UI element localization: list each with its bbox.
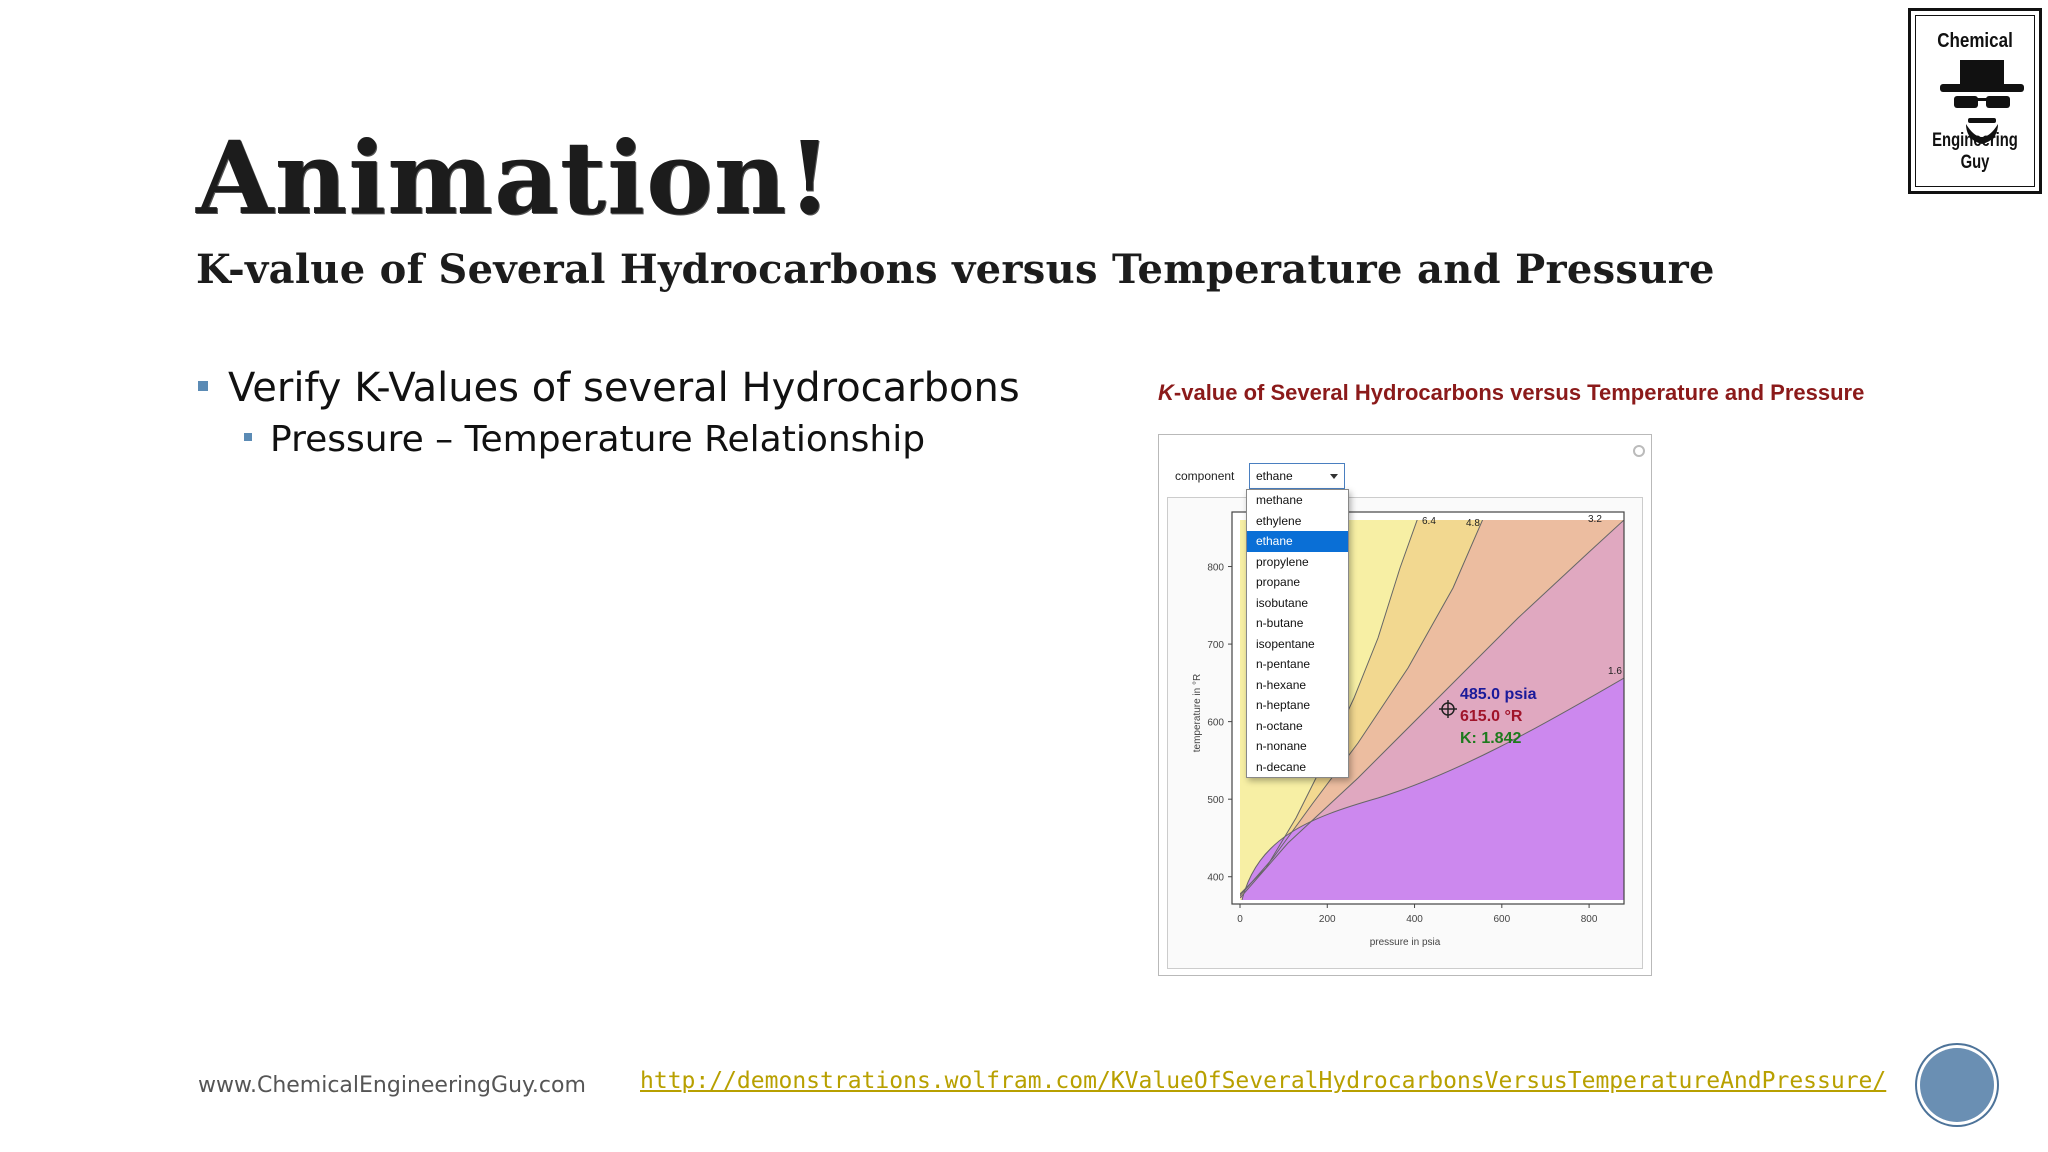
- option-n-decane[interactable]: n-decane: [1256, 759, 1307, 774]
- plot-frame: [1167, 497, 1643, 969]
- page-subtitle: K-value of Several Hydrocarbons versus Temperature and Pressure: [196, 246, 1715, 293]
- readout-pressure: 485.0 psia: [1460, 686, 1537, 703]
- settings-icon[interactable]: [1633, 445, 1645, 457]
- bullet-level1: [198, 366, 1020, 410]
- component-dropdown-list: [1246, 489, 1349, 778]
- x-tick-label: 200: [1318, 914, 1336, 925]
- bullet-text: Verify K-Values of several Hydrocarbons: [228, 365, 1020, 411]
- contour-label: 3.2: [1588, 514, 1602, 525]
- readout-temperature: 615.0 °R: [1460, 708, 1523, 725]
- contour-plot[interactable]: [1168, 498, 1642, 968]
- y-tick-label: 600: [1207, 717, 1224, 729]
- y-tick-label: 400: [1207, 872, 1224, 884]
- y-tick-label: 500: [1207, 795, 1224, 807]
- option-n-hexane[interactable]: n-hexane: [1256, 677, 1307, 692]
- option-n-octane[interactable]: n-octane: [1256, 718, 1303, 733]
- readout-k-value: K: 1.842: [1460, 730, 1522, 747]
- component-select[interactable]: [1249, 463, 1345, 489]
- option-ethane[interactable]: ethane: [1247, 531, 1348, 552]
- y-axis-label: temperature in °R: [1192, 673, 1203, 753]
- x-tick-label: 400: [1406, 914, 1423, 925]
- option-methane[interactable]: methane: [1256, 493, 1303, 507]
- x-tick-label: 0: [1237, 914, 1243, 925]
- option-n-nonane[interactable]: n-nonane: [1256, 739, 1307, 753]
- footer-website: www.ChemicalEngineeringGuy.com: [198, 1073, 586, 1098]
- bullet-square-icon: [244, 433, 252, 441]
- contour-label: 4.8: [1466, 518, 1480, 529]
- component-label: component: [1175, 469, 1235, 483]
- bullet-level2: [244, 420, 925, 460]
- demo-title: [1158, 380, 1864, 406]
- demo-title-k: K: [1158, 380, 1174, 405]
- x-axis-label: pressure in psia: [1369, 937, 1441, 948]
- globe-icon: [1920, 1048, 1994, 1122]
- x-tick-label: 600: [1493, 914, 1511, 925]
- y-tick-label: 800: [1207, 562, 1224, 574]
- option-ethylene[interactable]: ethylene: [1256, 513, 1302, 528]
- option-isopentane[interactable]: isopentane: [1256, 636, 1315, 651]
- x-tick-label: 800: [1580, 914, 1598, 925]
- bullet-square-icon: [198, 381, 208, 391]
- page-title: Animation!: [196, 119, 833, 237]
- source-link[interactable]: http://demonstrations.wolfram.com/KValueOfSeveralHydrocarbonsVersusTemperatureAndPressure/: [640, 1068, 1887, 1094]
- option-n-pentane[interactable]: n-pentane: [1256, 657, 1311, 671]
- component-select-value: ethane: [1256, 469, 1293, 483]
- option-n-heptane[interactable]: n-heptane: [1256, 698, 1311, 712]
- y-tick-label: 700: [1207, 640, 1224, 652]
- logo-text-bottom: Engineering Guy: [1932, 130, 2018, 173]
- option-isobutane[interactable]: isobutane: [1256, 595, 1309, 610]
- bullet-text: Pressure – Temperature Relationship: [270, 419, 926, 460]
- logo-text-top: Chemical: [1937, 30, 2013, 52]
- chevron-down-icon: [1330, 474, 1338, 479]
- demo-title-rest: -value of Several Hydrocarbons versus Temperature and Pressure: [1173, 380, 1865, 405]
- option-propane[interactable]: propane: [1256, 575, 1301, 589]
- contour-label: 6.4: [1422, 516, 1436, 527]
- contour-label: 1.6: [1608, 666, 1622, 677]
- option-n-butane[interactable]: n-butane: [1256, 616, 1304, 630]
- brand-logo: [1908, 8, 2042, 194]
- demonstration-panel: [1158, 434, 1652, 976]
- option-propylene[interactable]: propylene: [1256, 554, 1309, 569]
